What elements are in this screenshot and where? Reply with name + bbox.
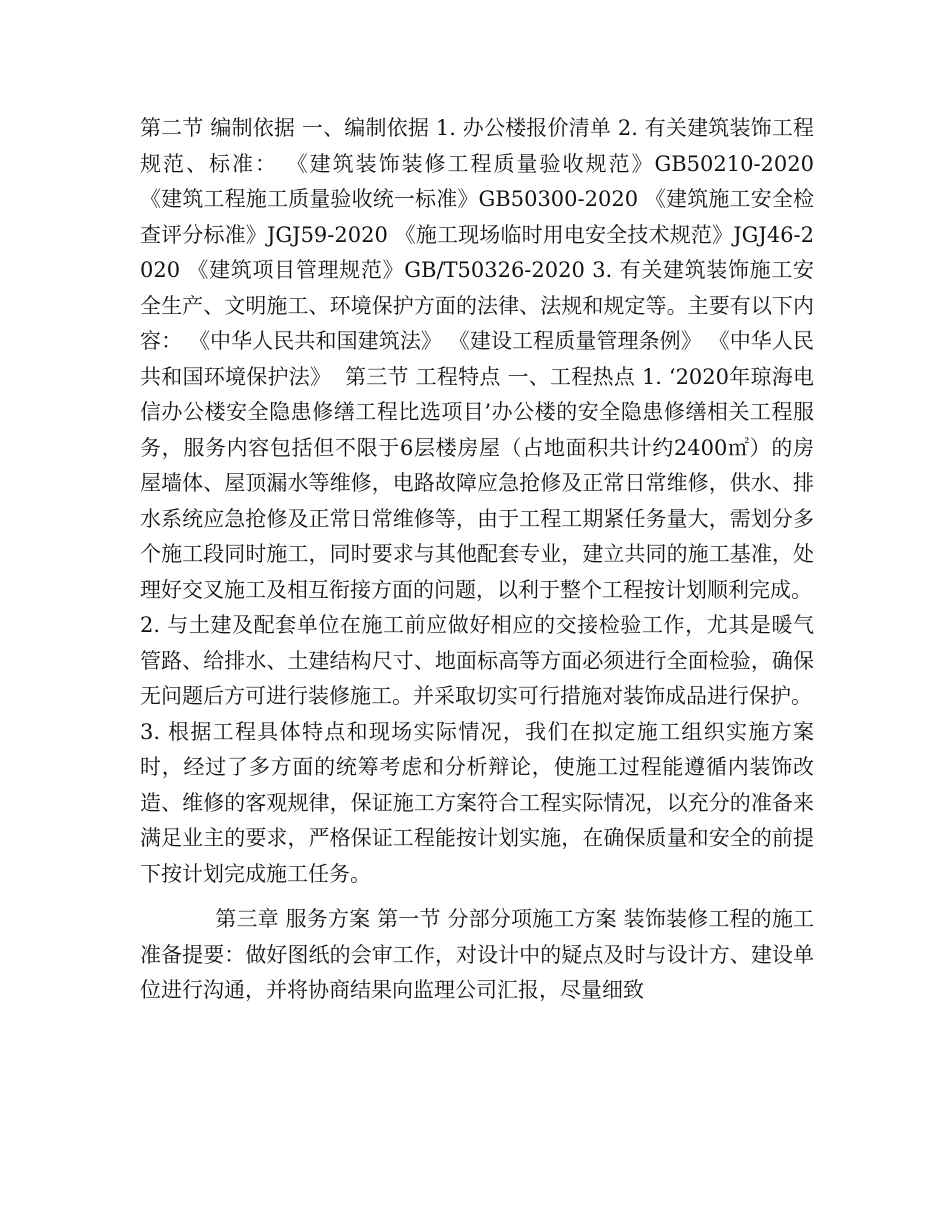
paragraph-basis-and-features: 第二节 编制依据 一、编制依据 1. 办公楼报价清单 2. 有关建筑装饰工程规范、标准： 《建筑装饰装修工程质量验收规范》GB50210-2020 《建筑工程施工质量验收统一标准》GB50300-2020 《建筑施工安全检查评分标准》JGJ59-2020 《施工现场临时用电安全技术规范》JGJ46-2020 《建筑项目管理规范》GB/T50326-2020 3. 有关建筑装饰施工安全生产、文明施工、环境保护方面的法律、法规和规定等。主要有以下内容： 《中华人民共和国建筑法》 《建设工程质量管理条例》 《中华人民共和国环境保护法》 第三节 工程特点 一、工程热点 1. ‘2020年琼海电信办公楼安全隐患修缮工程比选项目’办公楼的安全隐患修缮相关工程服务，服务内容包括但不限于6层楼房屋（占地面积共计约2400㎡）的房屋墙体、屋顶漏水等维修，电路故障应急抢修及正常日常维修，供水、排水系统应急抢修及正常日常维修等，由于工程工期紧任务量大，需划分多个施工段同时施工，同时要求与其他配套专业，建立共同的施工基准，处理好交叉施工及相互衔接方面的问题，以利于整个工程按计划顺利完成。 <box>140 116 821 602</box>
paragraph-item-3: 3. 根据工程具体特点和现场实际情况，我们在拟定施工组织实施方案时，经过了多方面的统筹考虑和分析辩论，使施工过程能遵循内装饰改造、维修的客观规律，保证施工方案符合工程实际情况，以充分的准备来满足业主的要求，严格保证工程能按计划实施，在确保质量和安全的前提下按计划完成施工任务。 <box>140 719 814 886</box>
document-body <box>140 111 821 1009</box>
paragraph-item-2: 2. 与土建及配套单位在施工前应做好相应的交接检验工作，尤其是暖气管路、给排水、土建结构尺寸、地面标高等方面必须进行全面检验，确保无问题后方可进行装修施工。并采取切实可行措施对装饰成品进行保护。 <box>140 613 814 708</box>
paragraph-chapter-3-intro: 第三章 服务方案 第一节 分部分项施工方案 装饰装修工程的施工准备提要：做好图纸的会审工作，对设计中的疑点及时与设计方、建设单位进行沟通，并将协商结果向监理公司汇报，尽量细致 <box>140 907 814 1002</box>
